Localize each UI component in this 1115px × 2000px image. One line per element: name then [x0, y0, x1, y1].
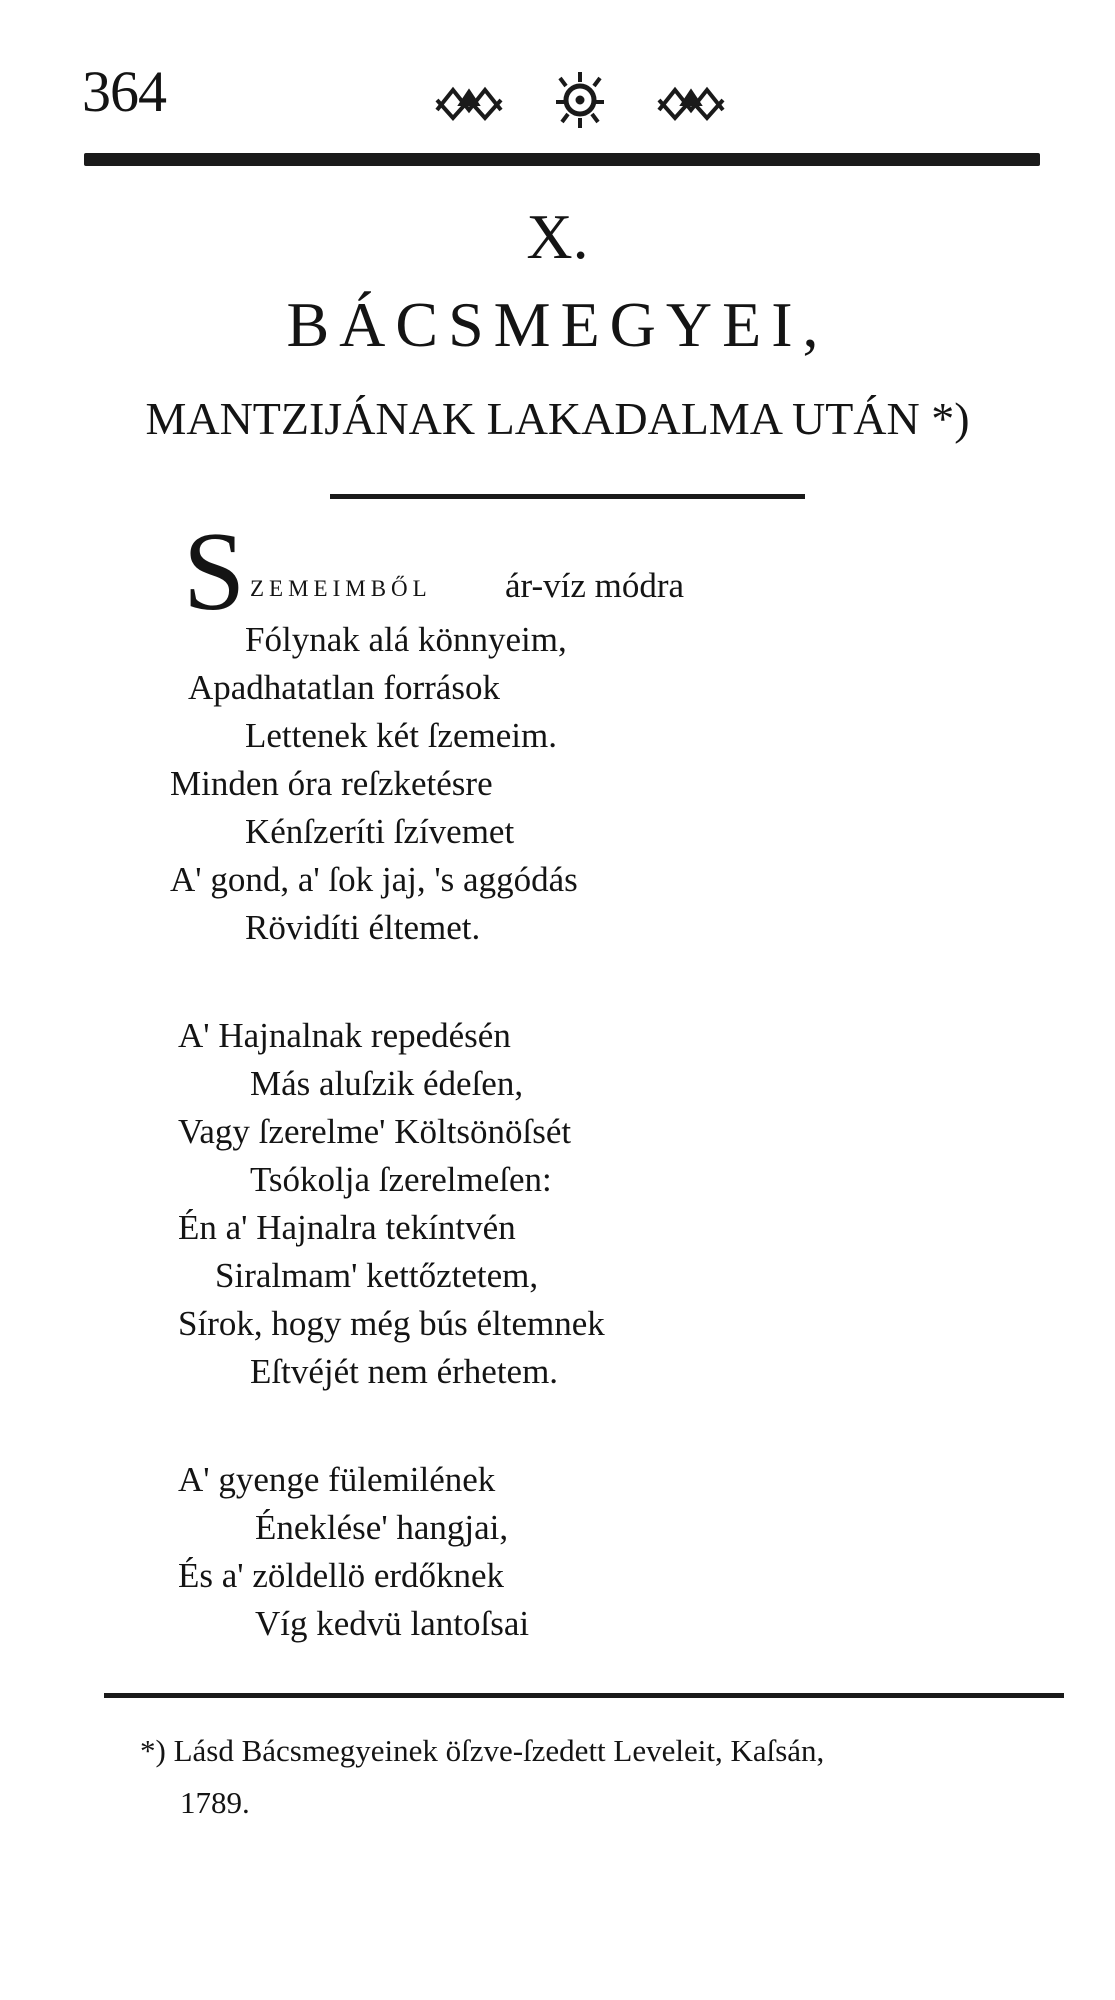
footnote-text: *) Lásd Bácsmegyeinek öſzve-ſzedett Leveleit, Kaſsán, [140, 1733, 825, 1768]
poem-line: Én a' Hajnalra tekíntvén [178, 1208, 516, 1247]
poem-line: Tsókolja ſzerelmeſen: [250, 1160, 552, 1199]
poem-line: Lettenek két ſzemeim. [245, 716, 557, 755]
poem-line: Éneklése' hangjai, [255, 1508, 509, 1547]
poem-line: A' Hajnalnak repedésén [178, 1016, 511, 1055]
poem-line: Vagy ſzerelme' Költsönöſsét [178, 1112, 572, 1151]
left-ornament-icon [437, 90, 501, 118]
first-line-rest: ár-víz módra [505, 566, 685, 605]
first-word-small-caps: ZEMEIMBŐL [250, 576, 432, 601]
chapter-number: X. [526, 201, 589, 272]
footnote-text-continued: 1789. [180, 1785, 250, 1820]
poem-line: Eſtvéjét nem érhetem. [250, 1352, 559, 1391]
poem-line: Apadhatatlan források [188, 668, 500, 707]
page-number: 364 [82, 59, 166, 124]
header-ornament [435, 70, 725, 128]
poem-line: Más aluſzik édeſen, [250, 1064, 524, 1103]
center-ornament-icon [556, 72, 604, 128]
right-ornament-icon [659, 90, 723, 118]
drop-cap: S [183, 510, 246, 634]
poem-line: Minden óra reſzketésre [170, 764, 493, 803]
poem-line: Rövidíti éltemet. [245, 908, 481, 947]
title-divider [330, 494, 805, 499]
poem-line: A' gyenge fülemilének [178, 1460, 496, 1499]
poem-line: A' gond, a' ſok jaj, 's aggódás [170, 860, 578, 899]
poem-line: Fólynak alá könnyeim, [245, 620, 567, 659]
header-rule [84, 153, 1040, 166]
poem-line: Víg kedvü lantoſsai [255, 1604, 530, 1643]
poem-line: Sírok, hogy még bús éltemnek [178, 1304, 605, 1343]
poem-line: Kénſzeríti ſzívemet [245, 812, 515, 851]
footnote-rule [104, 1693, 1064, 1698]
poem-title: BÁCSMEGYEI, [286, 289, 829, 360]
poem-line: És a' zöldellö erdőknek [178, 1556, 505, 1595]
poem-subtitle: MANTZIJÁNAK LAKADALMA UTÁN *) [145, 393, 970, 444]
poem-line: Siralmam' kettőztetem, [215, 1256, 539, 1295]
